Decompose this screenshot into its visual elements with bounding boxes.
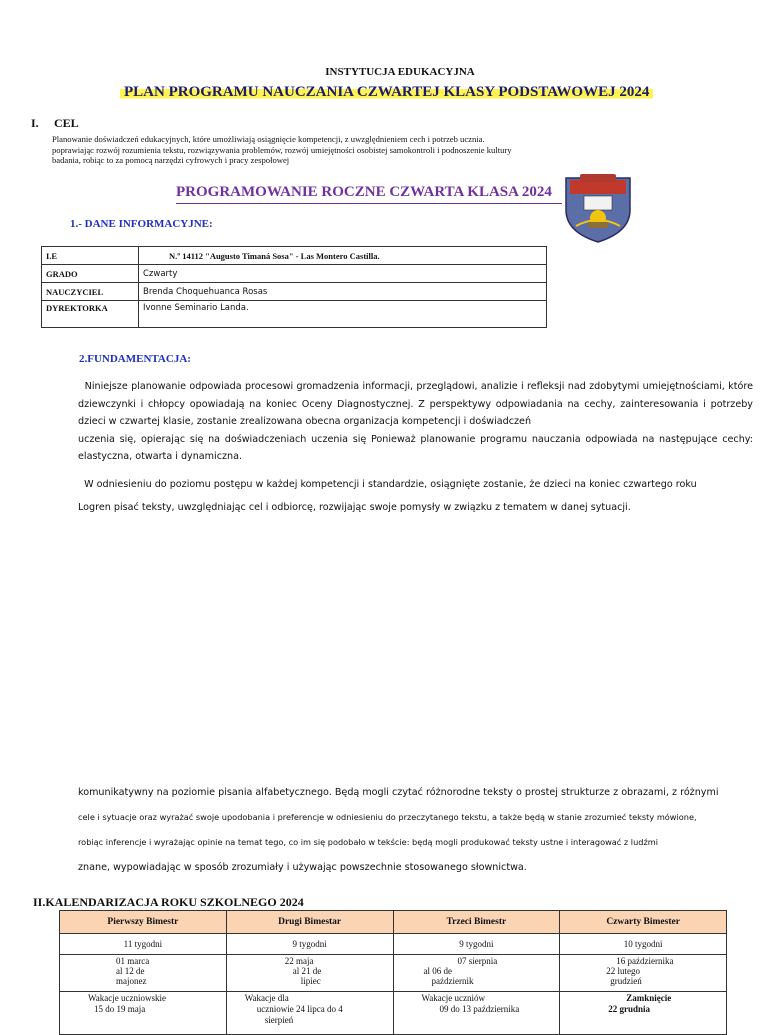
weeks-cell: 11 tygodni <box>60 934 227 955</box>
fundamentacja-heading: 2.FUNDAMENTACJA: <box>79 353 191 365</box>
fundamentacja-paragraph <box>78 378 757 466</box>
dane-heading: 1.- DANE INFORMACYJNE: <box>70 218 213 230</box>
column-header: Trzeci Bimestr <box>393 911 560 934</box>
cel-text <box>52 134 612 166</box>
table-row <box>42 247 547 265</box>
weeks-cell: 9 tygodni <box>393 934 560 955</box>
dates-cell: 22 maja al 21 de lipiec <box>226 955 393 992</box>
paragraph-text: uczenia się, opierając się na doświadczeniach uczenia się Ponieważ planowanie programu nauczania odpowiada na następujące cechy: elastyczna, otwarta i dynamiczna. <box>78 433 753 462</box>
holiday-cell: Wakacje dla uczniowie 24 lipca do 4 sierpień <box>226 992 393 1035</box>
calendar-table <box>59 910 727 1035</box>
info-value: Brenda Choquehuanca Rosas <box>139 283 547 301</box>
table-row <box>42 265 547 283</box>
table-row <box>60 934 727 955</box>
paragraph-text: komunikatywny na poziomie pisania alfabetycznego. Będą mogli czytać różnorodne teksty o prostej strukturze z obrazami, z różnymi <box>78 787 719 798</box>
annual-program-title: PROGRAMOWANIE ROCZNE CZWARTA KLASA 2024 <box>176 184 562 204</box>
cel-line: poprawiając rozwój rozumienia tekstu, rozwiązywania problemów, rozwój umiejętności osobistej samokontroli i podnoszenie kultury <box>52 144 512 155</box>
plan-title: PLAN PROGRAMU NAUCZANIA CZWARTEJ KLASY PODSTAWOWEJ 2024 <box>120 84 653 101</box>
info-value: Ivonne Seminario Landa. <box>139 301 547 328</box>
holiday-cell: Zamknięcie 22 grudnia <box>560 992 727 1035</box>
paragraph-text: Niniejsze planowanie odpowiada procesowi gromadzenia informacji, przeglądowi, analizie i refleksji nad zdobytymi umiejętnościami, które dziewczynki i chłopcy opowiadają na koniec Oceny Diagnostycznej. Z perspektywy odpowiadania na cechy, zainteresowania i potrzeby dzieci w czwartej klasie, zostanie zrealizowana obecna organizacja kompetencji i doświadczeń <box>78 381 757 427</box>
table-header-row <box>60 911 727 934</box>
cel-line: Planowanie doświadczeń edukacyjnych, które umożliwiają osiągnięcie kompetencji, z uwzględnieniem cech i potrzeb ucznia. <box>52 134 485 144</box>
paragraph-text: cele i sytuacje oraz wyrażać swoje upodobania i preferencje w odniesieniu do przeczytanego tekstu, a także będą w stanie zrozumieć teksty mówione, <box>78 812 697 822</box>
info-key: I.E <box>42 247 139 265</box>
dates-cell: 07 sierpnia al 06 de październik <box>393 955 560 992</box>
table-row <box>42 301 547 328</box>
cel-line: badania, robiąc to za pomocą narzędzi cyfrowych i pracy zespołowej <box>52 155 290 166</box>
fundamentacja-paragraph <box>78 780 753 880</box>
kalendarz-heading: II.KALENDARIZACJA ROKU SZKOLNEGO 2024 <box>33 895 304 909</box>
holiday-cell: Wakacje uczniowskie 15 do 19 maja <box>60 992 227 1035</box>
table-row <box>60 955 727 992</box>
info-table <box>41 246 547 328</box>
section-number-cel: I. <box>31 116 39 130</box>
info-key: DYREKTORKA <box>42 301 139 328</box>
table-row <box>60 992 727 1035</box>
holiday-cell: Wakacje uczniów 09 do 13 października <box>393 992 560 1035</box>
weeks-cell: 9 tygodni <box>226 934 393 955</box>
info-value: N.º 14112 "Augusto Timaná Sosa" - Las Montero Castilla. <box>139 247 547 265</box>
dates-cell: 16 października 22 lutego grudzień <box>560 955 727 992</box>
table-row <box>42 283 547 301</box>
paragraph-text: znane, wypowiadając w sposób zrozumiały i używając powszechnie stosowanego słownictwa. <box>78 862 527 873</box>
school-crest-icon <box>562 170 634 244</box>
column-header: Drugi Bimestar <box>226 911 393 934</box>
paragraph-text: Logren pisać teksty, uwzględniając cel i odbiorcę, rozwijając swoje pomysły w związku z tematem w danej sytuacji. <box>78 502 631 513</box>
info-value: Czwarty <box>139 265 547 283</box>
section-title-cel: CEL <box>54 116 79 130</box>
paragraph-text: robiąc inferencje i wyrażając opinie na temat tego, co im się podobało w tekście: będą mogli produkować teksty ustne i interagować z ludźmi <box>78 837 659 847</box>
info-key: GRADO <box>42 265 139 283</box>
institution-label: INSTYTUCJA EDUKACYJNA <box>325 66 475 78</box>
weeks-cell: 10 tygodni <box>560 934 727 955</box>
column-header: Pierwszy Bimestr <box>60 911 227 934</box>
fundamentacja-paragraph <box>78 473 753 519</box>
paragraph-text: W odniesieniu do poziomu postępu w każdej kompetencji i standardzie, osiągnięte zostanie, że dzieci na koniec czwartego roku <box>78 479 697 490</box>
info-key: NAUCZYCIEL <box>42 283 139 301</box>
dates-cell: 01 marca al 12 de majonez <box>60 955 227 992</box>
column-header: Czwarty Bimester <box>560 911 727 934</box>
